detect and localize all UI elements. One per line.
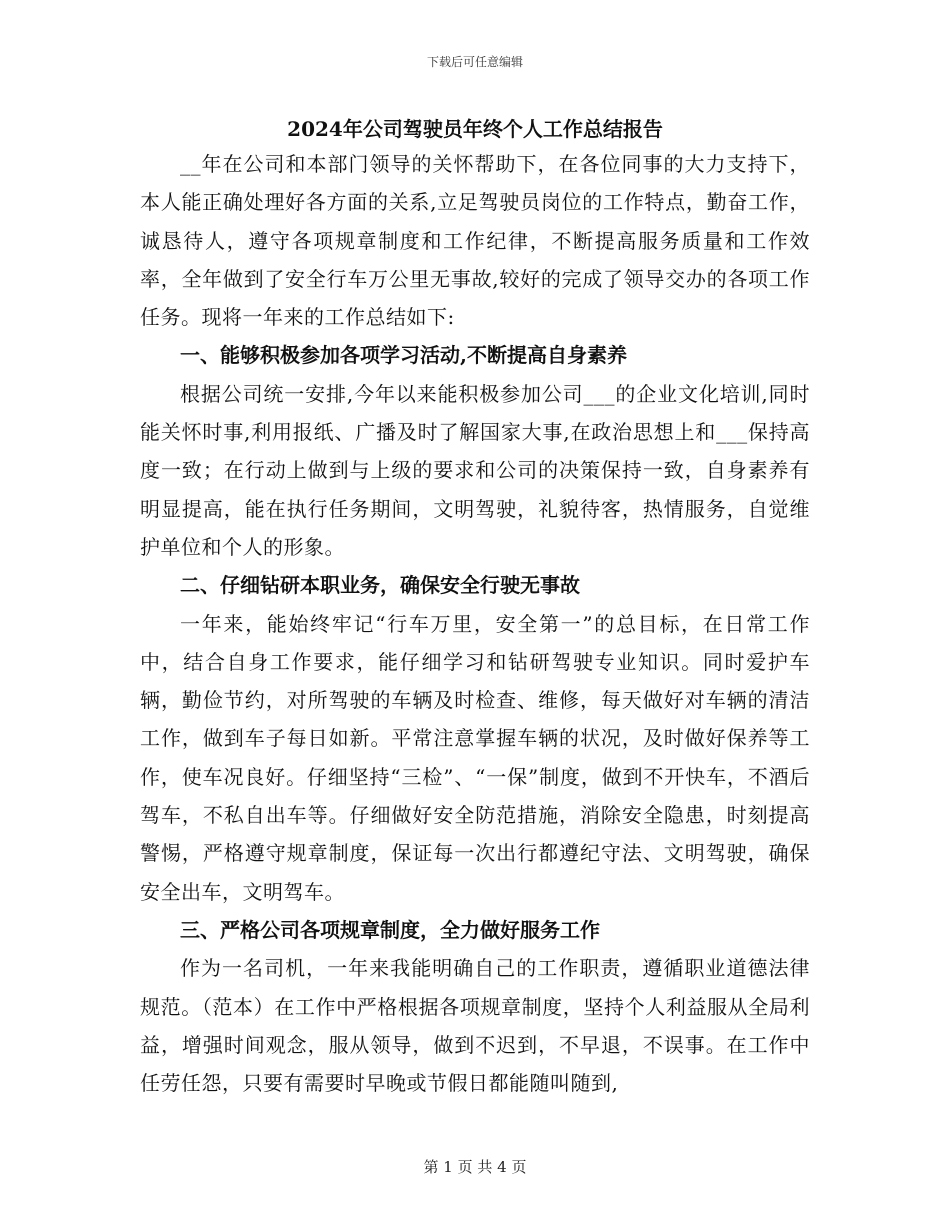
section-paragraph-2: 一年来，能始终牢记“行车万里，安全第一”的总目标，在日常工作中，结合自身工作要求，能仔细学习和钻研驾驶专业知识。同时爱护车辆，勤俭节约，对所驾驶的车辆及时检查、维修，每天做好对车辆的清洁工作，做到车子每日如新。平常注意掌握车辆的状况，及时做好保养等工作，使车况良好。仔细坚持“三检”、“一保”制度，做到不开快车，不酒后驾车，不私自出车等。仔细做好安全防范措施，消除安全隐患，时刻提高警惕，严格遵守规章制度，保证每一次出行都遵纪守法、文明驾驶，确保安全出车，文明驾车。 — [140, 611, 810, 904]
section-heading-3: 三、严格公司各项规章制度，全力做好服务工作 — [180, 917, 600, 942]
document-title: 2024年公司驾驶员年终个人工作总结报告 — [287, 117, 663, 141]
intro-paragraph: __年在公司和本部门领导的关怀帮助下，在各位同事的大力支持下，本人能正确处理好各方面的关系,立足驾驶员岗位的工作特点，勤奋工作，诚恳待人，遵守各项规章制度和工作纪律，不断提高服务质量和工作效率，全年做到了安全行车万公里无事故,较好的完成了领导交办的各项工作任务。现将一年来的工作总结如下: — [140, 152, 810, 330]
page-header-note: 下载后可任意编辑 — [426, 55, 523, 69]
section-heading-1: 一、能够积极参加各项学习活动,不断提高自身素养 — [180, 343, 627, 368]
section-paragraph-3: 作为一名司机，一年来我能明确自己的工作职责，遵循职业道德法律规范。（范本）在工作中严格根据各项规章制度，坚持个人利益服从全局利益，增强时间观念，服从领导，做到不迟到，不早退，不误事。在工作中任劳任怨，只要有需要时早晚或节假日都能随叫随到, — [140, 956, 810, 1096]
section-paragraph-1: 根据公司统一安排,今年以来能积极参加公司___的企业文化培训,同时能关怀时事,利用报纸、广播及时了解国家大事,在政治思想上和___保持高度一致；在行动上做到与上级的要求和公司的决策保持一致，自身素养有明显提高，能在执行任务期间，文明驾驶，礼貌待客，热情服务，自觉维护单位和个人的形象。 — [140, 381, 810, 559]
section-heading-2: 二、仔细钻研本职业务，确保安全行驶无事故 — [180, 573, 580, 598]
document-body — [140, 145, 810, 1102]
page-number: 第 1 页 共 4 页 — [423, 1158, 527, 1176]
